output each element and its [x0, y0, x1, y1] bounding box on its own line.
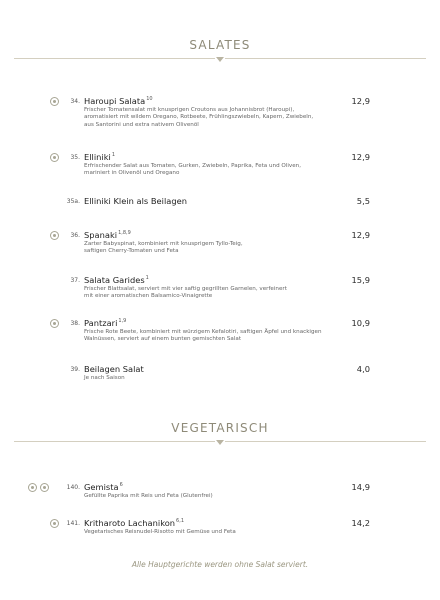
item-number: 36. [70, 232, 80, 239]
footer-note: Alle Hauptgerichte werden ohne Salat serviert. [131, 560, 309, 569]
allergen-codes: 10 [146, 96, 153, 103]
item-name [84, 364, 144, 374]
item-name [84, 318, 126, 328]
item-description [84, 493, 354, 500]
description-line: Frischer Blattsalat, serviert mit vier saftig gegrillten Garnelen, verfeinert [84, 286, 287, 292]
ornament-icon [215, 57, 225, 63]
item-description [84, 286, 354, 301]
item-name-text: Beilagen Salat [84, 364, 144, 374]
section-title-vegetarisch: VEGETARISCH [171, 421, 269, 435]
item-name [84, 196, 187, 206]
description-line: mariniert in Olivenöl und Oregano [84, 170, 180, 177]
item-price: 12,9 [351, 96, 370, 106]
allergen-codes: 1,8,9 [118, 230, 131, 237]
description-line: mit einer aromatischen Balsamico-Vinaigrette [84, 293, 213, 300]
item-description [84, 107, 354, 129]
item-price: 12,9 [351, 230, 370, 240]
item-description [84, 529, 354, 536]
item-price: 14,2 [351, 518, 370, 528]
section-title-salates: SALATES [189, 38, 251, 52]
item-name [84, 275, 149, 285]
item-number: 34. [70, 98, 80, 105]
ornament-icon [215, 440, 225, 446]
description-line: Gefüllte Paprika mit Reis und Feta (Glutenfrei) [84, 493, 213, 499]
item-name-text: Kritharoto Lachanikon [84, 518, 176, 528]
allergen-codes: 1,9 [118, 318, 127, 325]
item-price: 15,9 [351, 275, 370, 285]
item-description [84, 241, 354, 256]
vegetarian-icon [40, 483, 49, 492]
description-line: Walnüssen, serviert auf einem bunten gemischten Salat [84, 336, 242, 343]
allergen-codes: 6 [119, 482, 123, 489]
description-line: Vegetarisches Reisnudel-Risotto mit Gemüse und Feta [84, 529, 236, 535]
item-description [84, 329, 354, 344]
item-price: 12,9 [351, 152, 370, 162]
item-name-text: Gemista [84, 482, 119, 492]
description-line: Frischer Tomatensalat mit knusprigen Croutons aus Johannisbrot (Haroupi), [84, 107, 295, 113]
item-name-text: Haroupi Salata [84, 96, 146, 106]
item-number: 140. [66, 484, 80, 491]
description-line: aus Santorini und extra nativem Olivenöl [84, 121, 199, 128]
allergen-codes: 1 [111, 152, 116, 159]
allergen-codes: 6,1 [176, 518, 184, 525]
item-description [84, 163, 354, 178]
description-line: Zarter Babyspinat, kombiniert mit knusprigem Tyllo-Teig, [84, 241, 243, 247]
item-number: 39. [70, 366, 80, 373]
item-price: 5,5 [356, 196, 370, 206]
item-name [84, 152, 115, 162]
description-line: saftigen Cherry-Tomaten und Feta [84, 248, 179, 255]
item-price: 10,9 [351, 318, 370, 328]
item-name [84, 518, 184, 528]
allergen-codes: 1 [145, 275, 149, 282]
item-name [84, 230, 131, 240]
item-name [84, 96, 153, 106]
item-number: 38. [70, 320, 80, 327]
item-name-text: Spanaki [84, 230, 118, 240]
item-number: 35a. [66, 198, 80, 205]
item-number: 35. [70, 154, 80, 161]
item-price: 14,9 [351, 482, 370, 492]
description-line: Je nach Saison [84, 375, 125, 381]
item-name-text: Elliniki Klein als Beilagen [84, 196, 187, 206]
item-number: 37. [70, 277, 80, 284]
item-number: 141. [66, 520, 80, 527]
description-line: aromatisiert mit wildem Oregano, Rotbeete, Frühlingszwiebeln, Kapern, Zwiebeln, [84, 114, 314, 121]
description-line: Frische Rote Beete, kombiniert mit würzigem Kefalotiri, saftigen Äpfel und knackigen [84, 329, 322, 335]
item-description [84, 375, 354, 382]
item-name-text: Elliniki [84, 152, 111, 162]
item-name-text: Pantzari [84, 318, 118, 328]
vegetarian-icon [28, 483, 37, 492]
item-name-text: Salata Garides [84, 275, 145, 285]
item-name [84, 482, 123, 492]
item-price: 4,0 [356, 364, 370, 374]
description-line: Erfrischender Salat aus Tomaten, Gurken, Zwiebeln, Paprika, Feta und Oliven, [84, 163, 301, 169]
